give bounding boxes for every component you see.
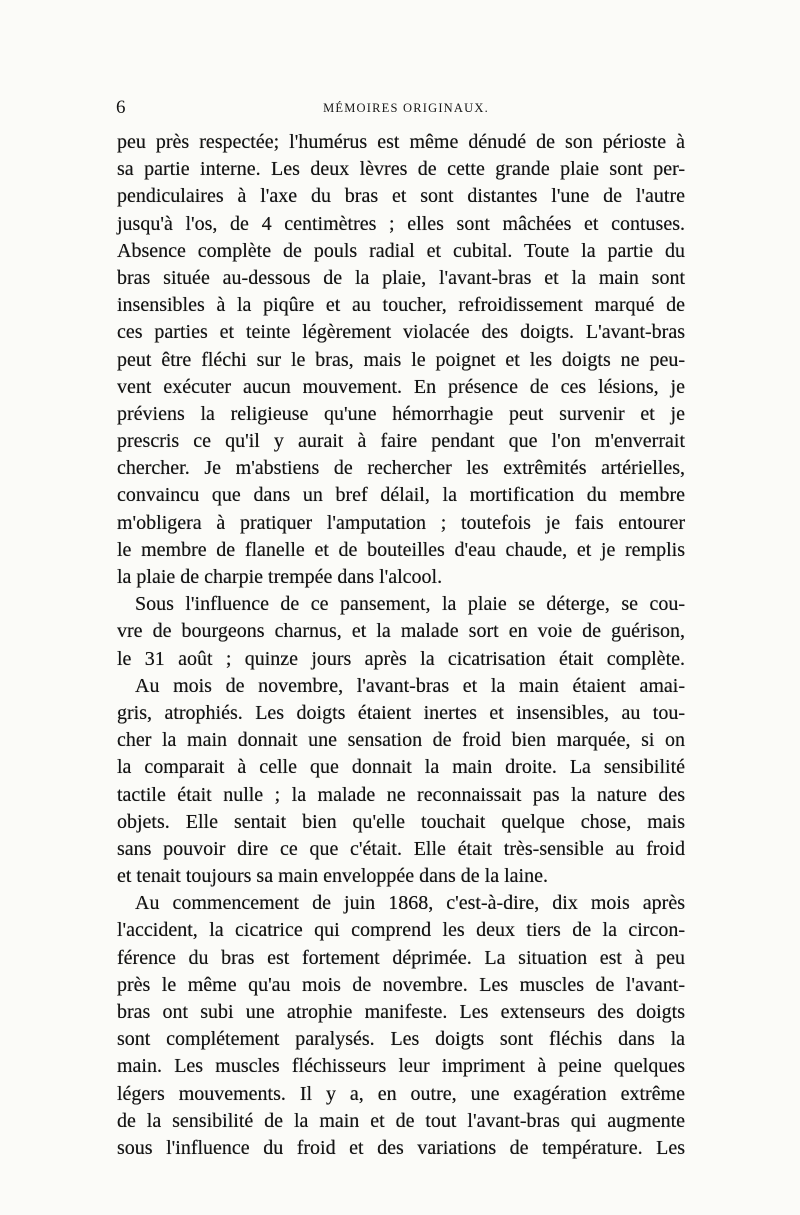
text-line: m'obligera à pratiquer l'amputation ; toutefois je fais entourer: [117, 511, 685, 534]
text-line: convaincu que dans un bref délail, la mortification du membre: [117, 484, 685, 507]
text-line: cher la main donnait une sensation de froid bien marquée, si on: [117, 729, 685, 752]
text-line: le 31 août ; quinze jours après la cicatrisation était complète.: [117, 647, 685, 670]
text-line: vent exécuter aucun mouvement. En présence de ces lésions, je: [117, 375, 685, 398]
text-line: sans pouvoir dire ce que c'était. Elle était très-sensible au froid: [117, 837, 685, 860]
text-line: et tenait toujours sa main enveloppée dans de la laine.: [117, 865, 548, 888]
text-line: Au mois de novembre, l'avant-bras et la main étaient amai-: [135, 674, 685, 697]
text-line: pendiculaires à l'axe du bras et sont distantes l'une de l'autre: [117, 185, 685, 208]
text-line: peu près respectée; l'humérus est même dénudé de son périoste à: [117, 131, 685, 153]
text-line: légers mouvements. Il y a, en outre, une exagération extrême: [117, 1082, 685, 1105]
text-line: près le même qu'au mois de novembre. Les muscles de l'avant-: [117, 973, 685, 996]
paragraph: [117, 890, 685, 1162]
text-line: chercher. Je m'abstiens de rechercher les extrêmités artérielles,: [117, 457, 685, 480]
text-line: Au commencement de juin 1868, c'est-à-dire, dix mois après: [135, 892, 685, 915]
text-line: Sous l'influence de ce pansement, la plaie se déterge, se cou-: [135, 593, 685, 616]
text-line: bras située au-dessous de la plaie, l'avant-bras et la main sont: [117, 266, 685, 289]
paragraph: [117, 591, 685, 673]
text-line: sont complétement paralysés. Les doigts sont fléchis dans la: [117, 1028, 685, 1051]
text-line: main. Les muscles fléchisseurs leur impriment à peine quelques: [117, 1055, 685, 1078]
text-line: la comparait à celle que donnait la main droite. La sensibilité: [117, 756, 685, 779]
text-line: le membre de flanelle et de bouteilles d'eau chaude, et je remplis: [117, 538, 685, 561]
running-title: MÉMOIRES ORIGINAUX.: [323, 101, 489, 115]
text-line: insensibles à la piqûre et au toucher, refroidissement marqué de: [117, 294, 685, 317]
text-line: tactile était nulle ; la malade ne reconnaissait pas la nature des: [117, 783, 685, 806]
text-line: sous l'influence du froid et des variations de température. Les: [117, 1136, 685, 1159]
text-line: la plaie de charpie trempée dans l'alcool.: [117, 566, 443, 588]
text-line: peut être fléchi sur le bras, mais le poignet et les doigts ne peu-: [117, 348, 685, 371]
text-line: sa partie interne. Les deux lèvres de cette grande plaie sont per-: [117, 158, 685, 181]
text-line: préviens la religieuse qu'une hémorrhagie peut survenir et je: [117, 402, 685, 425]
text-line: ces parties et teinte légèrement violacée des doigts. L'avant-bras: [117, 321, 685, 344]
text-line: vre de bourgeons charnus, et la malade sort en voie de guérison,: [117, 620, 685, 643]
text-line: prescris ce qu'il y aurait à faire pendant que l'on m'enverrait: [117, 430, 685, 453]
text-line: jusqu'à l'os, de 4 centimètres ; elles sont mâchées et contuses.: [117, 212, 685, 235]
text-line: gris, atrophiés. Les doigts étaient inertes et insensibles, au tou-: [117, 701, 685, 724]
paragraph: [117, 129, 685, 591]
paragraph: [117, 673, 685, 891]
text-line: l'accident, la cicatrice qui comprend les deux tiers de la circon-: [117, 919, 685, 942]
text-line: de la sensibilité de la main et de tout l'avant-bras qui augmente: [117, 1109, 685, 1132]
text-line: Absence complète de pouls radial et cubital. Toute la partie du: [117, 239, 685, 262]
text-line: bras ont subi une atrophie manifeste. Les extenseurs des doigts: [117, 1001, 685, 1023]
body-text: [117, 129, 685, 1162]
page-number: 6: [116, 97, 126, 118]
text-line: objets. Elle sentait bien qu'elle touchait quelque chose, mais: [117, 810, 685, 833]
text-line: férence du bras est fortement déprimée. La situation est à peu: [117, 946, 685, 969]
